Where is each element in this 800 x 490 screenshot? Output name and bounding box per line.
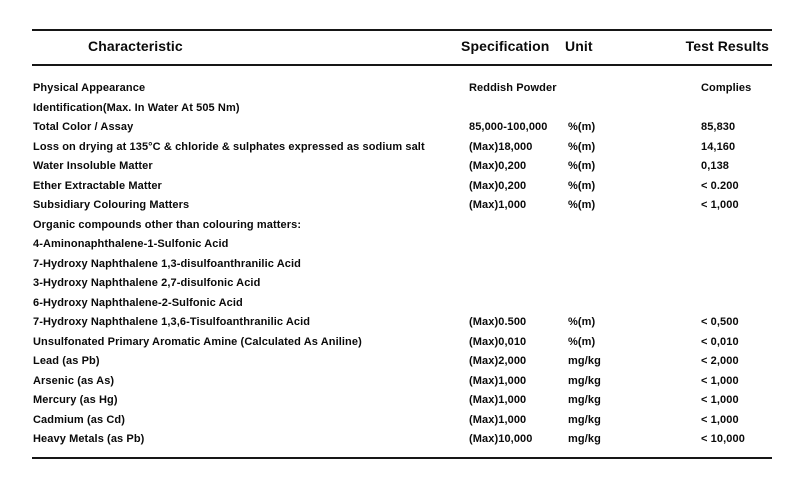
cell-characteristic: Ether Extractable Matter bbox=[33, 179, 162, 192]
cell-unit: mg/kg bbox=[568, 355, 601, 367]
cell-test-results: < 0,010 bbox=[701, 335, 739, 348]
table-row bbox=[32, 157, 772, 177]
cell-specification: 85,000-100,000 bbox=[469, 121, 548, 133]
spec-table bbox=[32, 29, 772, 459]
cell-characteristic: 6-Hydroxy Naphthalene-2-Sulfonic Acid bbox=[33, 296, 243, 309]
cell-test-results: < 0.200 bbox=[701, 179, 739, 192]
column-header-characteristic: Characteristic bbox=[88, 38, 183, 54]
cell-unit: %(m) bbox=[568, 335, 596, 348]
cell-specification: (Max)1,000 bbox=[469, 413, 527, 426]
table-row bbox=[32, 430, 772, 450]
cell-unit: %(m) bbox=[568, 199, 596, 211]
table-row bbox=[32, 79, 772, 99]
column-header-unit: Unit bbox=[565, 38, 593, 54]
cell-characteristic: Identification(Max. In Water At 505 Nm) bbox=[33, 101, 240, 114]
cell-characteristic: 3-Hydroxy Naphthalene 2,7-disulfonic Acid bbox=[33, 277, 261, 289]
table-row bbox=[32, 391, 772, 411]
cell-characteristic: Mercury (as Hg) bbox=[33, 394, 118, 406]
cell-characteristic: 7-Hydroxy Naphthalene 1,3,6-Tisulfoanthranilic Acid bbox=[33, 316, 311, 328]
cell-characteristic: Arsenic (as As) bbox=[33, 374, 115, 387]
table-row bbox=[32, 177, 772, 197]
cell-specification: (Max)2,000 bbox=[469, 355, 527, 367]
table-row bbox=[32, 411, 772, 431]
cell-specification: Reddish Powder bbox=[469, 82, 557, 94]
cell-test-results: < 1,000 bbox=[701, 374, 739, 387]
cell-characteristic: 4-Aminonaphthalene-1-Sulfonic Acid bbox=[33, 238, 229, 250]
table-row bbox=[32, 313, 772, 333]
cell-test-results: 85,830 bbox=[701, 121, 736, 133]
table-row bbox=[32, 294, 772, 314]
cell-characteristic: Unsulfonated Primary Aromatic Amine (Calculated As Aniline) bbox=[33, 335, 362, 348]
table-row bbox=[32, 255, 772, 275]
cell-test-results: 0,138 bbox=[701, 160, 730, 172]
cell-characteristic: 7-Hydroxy Naphthalene 1,3-disulfoanthranilic Acid bbox=[33, 257, 301, 270]
cell-unit: mg/kg bbox=[568, 413, 601, 426]
cell-test-results: < 0,500 bbox=[701, 316, 739, 328]
cell-test-results: 14,160 bbox=[701, 140, 736, 153]
table-body bbox=[32, 66, 772, 459]
cell-specification: (Max)10,000 bbox=[469, 433, 533, 445]
cell-test-results: < 1,000 bbox=[701, 199, 739, 211]
cell-unit: %(m) bbox=[568, 316, 596, 328]
column-header-test-results: Test Results bbox=[685, 38, 769, 54]
cell-characteristic: Heavy Metals (as Pb) bbox=[33, 433, 145, 445]
table-row bbox=[32, 196, 772, 216]
cell-unit: mg/kg bbox=[568, 394, 601, 406]
cell-unit: %(m) bbox=[568, 179, 596, 192]
table-row bbox=[32, 216, 772, 236]
cell-specification: (Max)1,000 bbox=[469, 394, 527, 406]
cell-specification: (Max)1,000 bbox=[469, 199, 527, 211]
cell-characteristic: Organic compounds other than colouring matters: bbox=[33, 218, 302, 231]
table-row bbox=[32, 118, 772, 138]
cell-specification: (Max)0,200 bbox=[469, 179, 527, 192]
cell-unit: mg/kg bbox=[568, 433, 601, 445]
cell-unit: %(m) bbox=[568, 121, 596, 133]
cell-characteristic: Total Color / Assay bbox=[33, 121, 134, 133]
cell-test-results: < 2,000 bbox=[701, 355, 739, 367]
cell-test-results: < 10,000 bbox=[701, 433, 745, 445]
cell-test-results: Complies bbox=[701, 82, 752, 94]
table-row bbox=[32, 274, 772, 294]
cell-characteristic: Lead (as Pb) bbox=[33, 355, 100, 367]
cell-characteristic: Loss on drying at 135°C & chloride & sulphates expressed as sodium salt bbox=[33, 140, 425, 153]
cell-specification: (Max)1,000 bbox=[469, 374, 527, 387]
table-row bbox=[32, 333, 772, 353]
cell-test-results: < 1,000 bbox=[701, 394, 739, 406]
cell-characteristic: Subsidiary Colouring Matters bbox=[33, 199, 190, 211]
cell-specification: (Max)0.500 bbox=[469, 316, 527, 328]
cell-specification: (Max)0,200 bbox=[469, 160, 527, 172]
table-row bbox=[32, 372, 772, 392]
cell-unit: %(m) bbox=[568, 160, 596, 172]
table-row bbox=[32, 99, 772, 119]
table-header-row bbox=[32, 29, 772, 66]
table-row bbox=[32, 352, 772, 372]
column-header-specification: Specification bbox=[461, 38, 550, 54]
cell-characteristic: Physical Appearance bbox=[33, 82, 146, 94]
cell-specification: (Max)18,000 bbox=[469, 140, 533, 153]
cell-specification: (Max)0,010 bbox=[469, 335, 527, 348]
cell-test-results: < 1,000 bbox=[701, 413, 739, 426]
table-row bbox=[32, 138, 772, 158]
table-row bbox=[32, 235, 772, 255]
cell-characteristic: Cadmium (as Cd) bbox=[33, 413, 125, 426]
cell-unit: %(m) bbox=[568, 140, 596, 153]
cell-characteristic: Water Insoluble Matter bbox=[33, 160, 153, 172]
cell-unit: mg/kg bbox=[568, 374, 601, 387]
